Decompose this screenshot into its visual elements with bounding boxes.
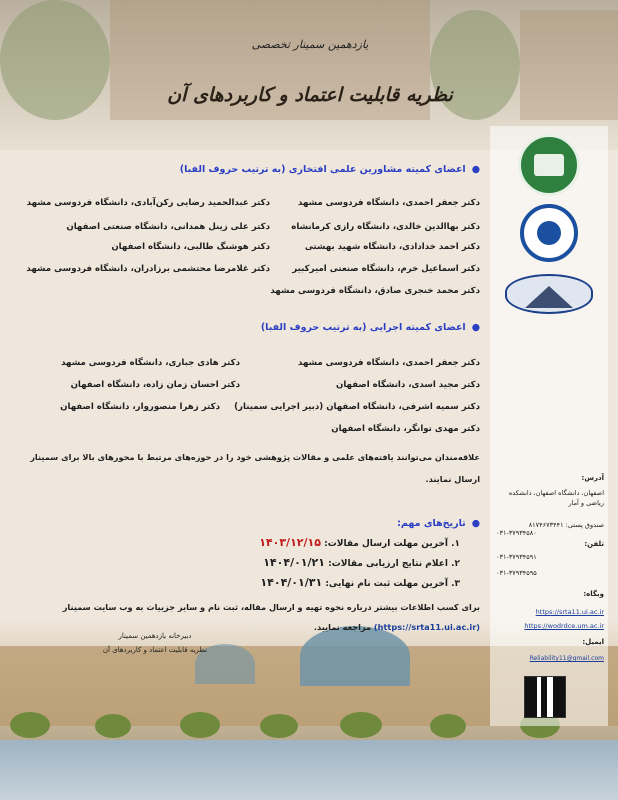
date-value: ۱۴۰۳/۱۲/۱۵	[259, 536, 321, 549]
phone-2: ۰۳۱-۳۷۹۳۴۵۹۱	[496, 553, 537, 561]
website-label: وبگاه:	[583, 590, 604, 598]
email-link[interactable]: Reliability11@gmail.com	[529, 655, 604, 662]
executive-member: دکتر احسان زمان زاده، دانشگاه اصفهان	[70, 380, 240, 390]
call-for-papers-line1: علاقه‌مندان می‌توانند یافته‌های علمی و مقالات پژوهشی خود را در حوزه‌های مرتبط با محورهای بالا برای سمینار	[30, 452, 480, 462]
seminar-subtitle: یازدهمین سمینار تخصصی	[251, 38, 369, 51]
address-label: آدرس:	[581, 474, 604, 482]
po-box: صندوق پستی: ۸۱۷۴۶۷۳۴۴۱	[528, 521, 604, 529]
seminar-title: نظریه قابلیت اعتماد و کاربردهای آن	[167, 84, 453, 106]
secretariat-line1: دبیرخانه یازدهمین سمینار	[118, 632, 192, 640]
executive-member: دکتر سمیه اشرفی، دانشگاه اصفهان (دبیر اجرایی سمینار)	[234, 402, 480, 412]
bullet-icon: ●	[471, 322, 480, 333]
date-row	[240, 536, 460, 549]
date-number: ۲.	[451, 559, 460, 569]
advisory-member: دکتر اسماعیل خرم، دانشگاه صنعتی امیرکبیر	[292, 264, 480, 274]
phone-3: ۰۳۱-۳۷۹۳۴۵۹۵	[496, 569, 537, 577]
statistical-society-logo	[490, 274, 608, 314]
advisory-member: دکتر علی زینل همدانی، دانشگاه صنعتی اصفهان	[66, 222, 270, 232]
date-row	[240, 556, 460, 569]
date-value: ۱۴۰۴/۰۱/۳۱	[260, 576, 323, 589]
website-link-1[interactable]: https://srta11.ui.ac.ir	[535, 608, 604, 616]
advisory-heading: ●اعضای کمیته مشاورین علمی افتخاری (به ترتیب حروف الفبا)	[179, 164, 480, 175]
address-text: اصفهان، دانشگاه اصفهان، دانشکده ریاضی و آمار	[508, 489, 604, 507]
date-row	[240, 576, 460, 589]
dates-heading: ●تاریخ‌های مهم:	[397, 518, 480, 529]
date-label: آخرین مهلت ثبت نام نهایی:	[325, 579, 448, 589]
advisory-member: دکتر جعفر احمدی، دانشگاه فردوسی مشهد	[297, 198, 480, 208]
call-for-papers-line2: ارسال نمایند.	[425, 474, 480, 484]
qr-code[interactable]	[524, 676, 566, 718]
date-label: اعلام نتایج ارزیابی مقالات:	[328, 559, 448, 569]
reflecting-pool	[0, 740, 618, 800]
date-number: ۳.	[451, 579, 460, 589]
seminar-logo	[490, 204, 608, 262]
bullet-icon: ●	[471, 164, 480, 175]
executive-heading: ●اعضای کمیته اجرایی (به ترتیب حروف الفبا)	[260, 322, 480, 333]
website-link-2[interactable]: https://wodrdce.um.ac.ir	[524, 622, 604, 630]
advisory-member: دکتر غلامرضا محتشمی برزادران، دانشگاه فردوسی مشهد	[26, 264, 270, 274]
seminar-url-link[interactable]: (https://srta11.ui.ac.ir)	[373, 622, 480, 632]
date-number: ۱.	[451, 539, 460, 549]
bullet-icon: ●	[471, 518, 480, 529]
executive-member: دکتر هادی جباری، دانشگاه فردوسی مشهد	[61, 358, 240, 368]
advisory-member: دکتر بهاالدین خالدی، دانشگاه رازی کرمانشاه	[291, 222, 480, 232]
executive-member: دکتر زهرا منصوروار، دانشگاه اصفهان	[60, 402, 220, 412]
executive-member: دکتر جعفر احمدی، دانشگاه فردوسی مشهد	[297, 358, 480, 368]
email-label: ایمیل:	[582, 638, 604, 646]
advisory-member: دکتر محمد خنجری صادق، دانشگاه فردوسی مشهد	[270, 286, 480, 296]
executive-member: دکتر مجید اسدی، دانشگاه اصفهان	[335, 380, 480, 390]
info-line2: (https://srta11.ui.ac.ir) مراجعه نمایید.	[313, 622, 480, 632]
phone-1: ۰۳۱-۳۷۹۳۴۵۸۰	[496, 529, 537, 537]
executive-member: دکتر مهدی توانگر، دانشگاه اصفهان	[331, 424, 480, 434]
advisory-member: دکتر هوشنگ طالبی، دانشگاه اصفهان	[111, 242, 270, 252]
advisory-member: دکتر عبدالحمید رضایی رکن‌آبادی، دانشگاه فردوسی مشهد	[26, 198, 270, 208]
info-line1: برای کسب اطلاعات بیشتر درباره نحوه تهیه و ارسال مقاله، ثبت نام و سایر جزییات به وب سایت سمینار	[62, 602, 480, 612]
date-label: آخرین مهلت ارسال مقالات:	[324, 539, 448, 549]
university-isfahan-logo	[490, 134, 608, 196]
secretariat-line2: نظریه قابلیت اعتماد و کاربردهای آن	[102, 646, 208, 654]
phone-label: تلفن:	[584, 540, 604, 548]
advisory-member: دکتر احمد خدادادی، دانشگاه شهید بهشتی	[304, 242, 480, 252]
date-value: ۱۴۰۴/۰۱/۲۱	[263, 556, 325, 569]
